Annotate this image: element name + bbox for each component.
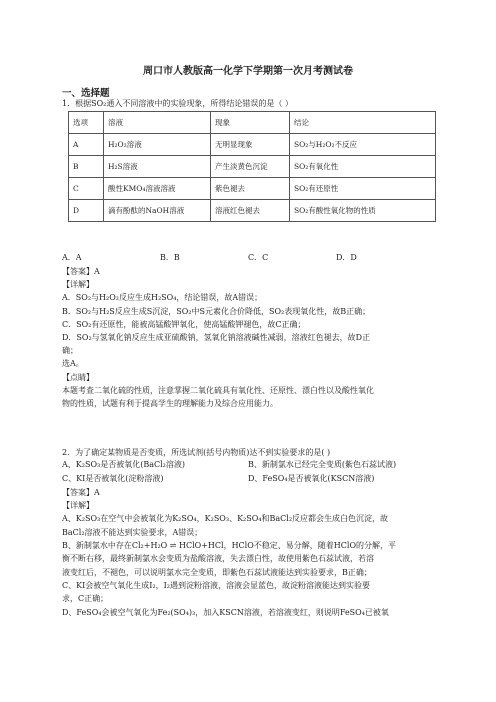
option-c: C．C [248, 253, 269, 262]
table-cell: 滴有酚酞的NaOH溶液 [104, 200, 211, 222]
table-cell: SO₂有还原性 [290, 178, 436, 200]
table-cell: D [69, 200, 104, 222]
option-d: D、FeSO₄是否被氧化(KSCN溶液) [248, 473, 375, 483]
table-cell: B [69, 156, 104, 178]
comment-line: 本题考查二氧化硫的性质，注意掌握二氧化硫具有氧化性、还原性、漂白性以及酸性氧化 [62, 385, 374, 395]
table-cell: SO₂有氧化性 [290, 156, 436, 178]
table-cell: 无明显现象 [211, 134, 290, 156]
question-2 [62, 446, 438, 619]
option-a: A．A [62, 253, 82, 262]
table-row [69, 178, 436, 200]
table-cell: 酸性KMO₄溶液溶液 [104, 178, 211, 200]
detail-line: BaCl₂溶液不能达到实验要求，A错误； [62, 527, 203, 537]
detail-line: A、K₂SO₃在空气中会被氧化为K₂SO₄，K₂SO₃、K₂SO₄和BaCl₂反应都会生成白色沉淀，故 [62, 514, 389, 524]
detail-line: 求，C正确； [62, 594, 109, 604]
table-cell: H₂O₂溶液 [104, 134, 211, 156]
answer-label: 【答案】A [62, 267, 100, 276]
detail-line: A．SO₂与H₂O₂反应生成H₂SO₄，结论错误，故A错误； [62, 293, 263, 303]
table-row [69, 156, 436, 178]
table-row [69, 200, 436, 222]
table-header-cell: 现象 [211, 112, 290, 134]
detail-line: 衡不断右移，最终新制氯水会变质为盐酸溶液，失去漂白性，故使用紫色石蕊试液，若溶 [62, 554, 374, 564]
options-row [62, 473, 438, 486]
comment-label: 【点睛】 [62, 372, 94, 382]
answer-label: 【答案】A [62, 487, 100, 497]
detail-line: D．SO₂与氢氧化钠反应生成亚硫酸钠，氢氧化钠溶液碱性减弱，溶液红色褪去，故D正 [62, 333, 371, 343]
table-cell: C [69, 178, 104, 200]
option-a: A、K₂SO₃是否被氧化(BaCl₂溶液) [62, 460, 185, 470]
options-row [62, 459, 438, 472]
detail-line: 选A。 [62, 359, 84, 369]
table-cell: H₂S溶液 [104, 156, 211, 178]
detail-line: B、新制氯水中存在Cl₂+H₂O ⇌ HClO+HCl，HClO不稳定、易分解，随着HClO的分解，平 [62, 541, 397, 551]
table-cell: SO₂有酸性氧化物的性质 [290, 200, 436, 222]
question-1-table [68, 111, 436, 222]
table-header-cell: 选项 [69, 112, 104, 134]
detail-label: 【详解】 [62, 280, 94, 290]
detail-line: C．SO₂有还原性，能被高锰酸钾氧化，使高锰酸钾褪色，故C正确； [62, 319, 306, 329]
table-cell: SO₂与H₂O₂不反应 [290, 134, 436, 156]
detail-line: D、FeSO₄会被空气氧化为Fe₂(SO₄)₃，加入KSCN溶液，若溶液变红，则说明FeSO₄已被氧 [62, 607, 389, 617]
option-b: B．B [160, 253, 180, 262]
option-c: C、KI是否被氧化(淀粉溶液) [62, 473, 164, 483]
detail-line: B．SO₂与H₂S反应生成S沉淀，SO₂中S元素化合价降低，SO₂表现氧化性，故B正确； [62, 306, 371, 316]
option-b: B、新制氯水已经完全变质(紫色石蕊试液) [248, 460, 397, 470]
table-cell: A [69, 134, 104, 156]
table-cell: 紫色褪去 [211, 178, 290, 200]
table-header-cell: 结论 [290, 112, 436, 134]
page-title: 周口市人教版高一化学下学期第一次月考测试卷 [143, 66, 353, 77]
table-row [69, 134, 436, 156]
comment-line: 物的性质，试题有利于提高学生的理解能力及综合应用能力。 [62, 399, 278, 409]
detail-line: 确； [62, 346, 78, 356]
detail-line: C、KI会被空气氧化生成I₂，I₂遇到淀粉溶液，溶液会显蓝色，故淀粉溶液能达到实验要 [62, 580, 370, 590]
section-heading: 一、选择题 [62, 88, 110, 99]
question-1-stem: 1．根据SO₂通入不同溶液中的实验现象，所得结论错误的是（ ） [62, 99, 293, 108]
table-header-cell: 溶液 [104, 112, 211, 134]
question-2-stem: 2．为了确定某物质是否变质，所选试剂(括号内物质)达不到实验要求的是( ) [62, 448, 331, 457]
question-1-solution [62, 265, 438, 410]
table-cell: 溶液红色褪去 [211, 200, 290, 222]
detail-line: 液变红后，不褪色，可以说明氯水完全变质，即紫色石蕊试液能达到实验要求，B正确； [62, 567, 372, 577]
option-d: D．D [336, 253, 357, 262]
table-header-row [69, 112, 436, 134]
detail-label: 【详解】 [62, 501, 94, 511]
table-cell: 产生淡黄色沉淀 [211, 156, 290, 178]
